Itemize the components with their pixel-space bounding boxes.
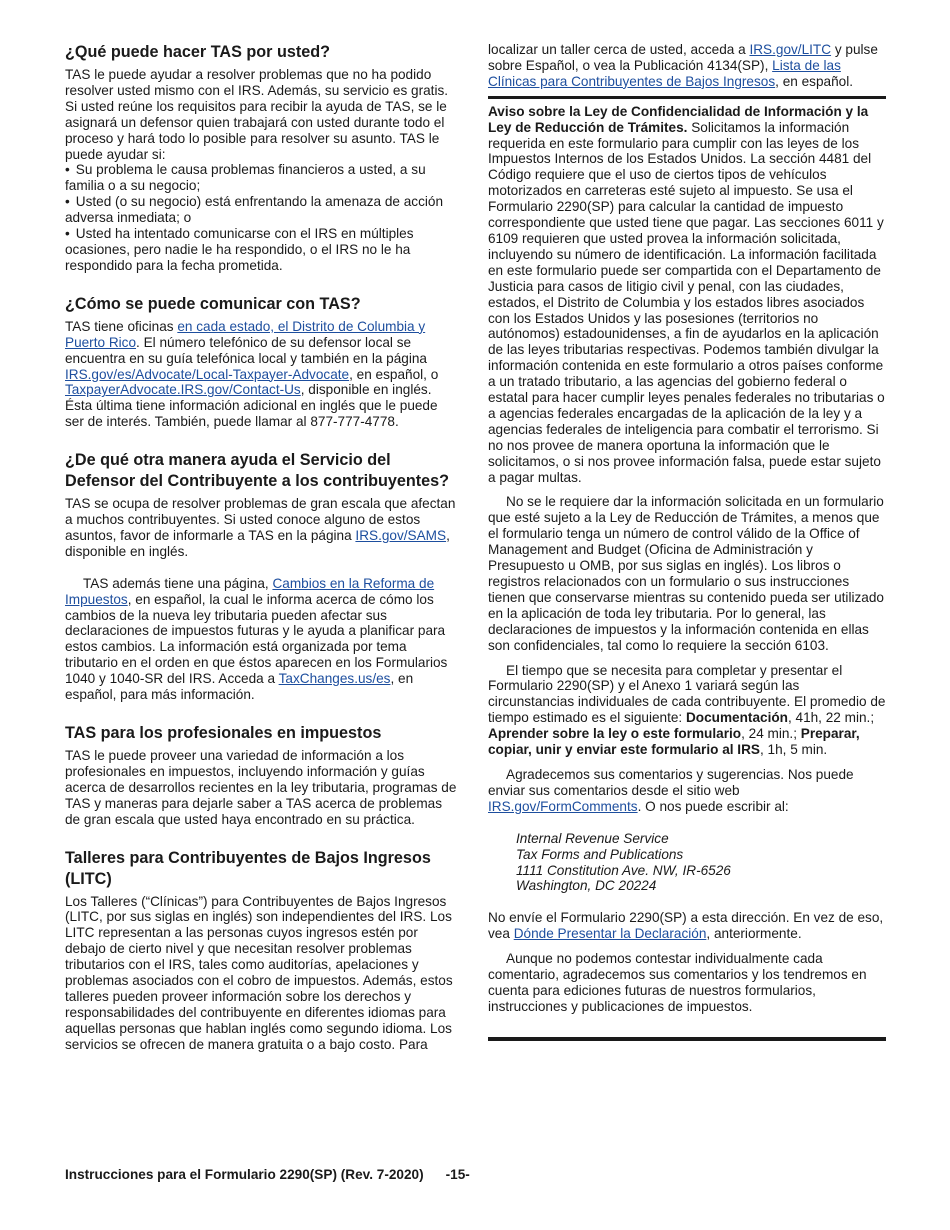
footer-title: Instrucciones para el Formulario 2290(SP) (Rev. 7-2020) — [65, 1167, 424, 1182]
heading-litc: Talleres para Contribuyentes de Bajos Ingresos (LITC) — [65, 848, 431, 888]
link-local-offices[interactable]: en cada estado, el Distrito de Columbia y Puerto Rico — [65, 318, 426, 350]
bullet-list — [65, 162, 457, 273]
paragraph-privacy-notice: Aviso sobre la Ley de Confidencialidad de Información y la Ley de Reducción de Trámites. Solicitamos la información requerida en este formulario para cumplir con las leyes de los Impuestos Internos de los Estados Unidos. La sección 4481 del Código requiere que el uso de ciertos tipos de vehículos motorizados en carreteras esté sujeto al impuesto. Se usa el Formulario 2290(SP) para calcular la cantidad de impuesto correspondiente que usted tiene que pagar. Las secciones 6011 y 6109 requieren que usted provea la información solicitada, incluyendo su número de identificación. La información facilitada en este formulario puede ser compartida con el Departamento de Justicia para casos de litigio civil y penal, con las ciudades, estados, el Distrito de Columbia y los estados libres asociados con los Estados Unidos y las posesiones (territorios no autónomos) estadounidenses, a fin de ayudarlos en la aplicación de las leyes tributarias respectivas. Podemos también divulgar la información contenida en este formulario a otros países conforme a un tratado tributario, a las agencias del gobierno federal o estatal para hacer cumplir leyes penales federales no tributarias o a agencias federales encargadas de la aplicación de la ley y a agencias federales de inteligencia para combatir el terrorismo. Si no nos provee de manera oportuna la información que le solicitamos, o si nos provee información falsa, puede estar sujeto a pagar multas. — [488, 103, 885, 485]
link-contact-us[interactable]: TaxpayerAdvocate.IRS.gov/Contact-Us — [65, 382, 301, 398]
paragraph-contact-tas: TAS tiene oficinas en cada estado, el Distrito de Columbia y Puerto Rico. El número telefónico de su defensor local se encuentra en su guía telefónica local y también en la página IRS.gov/es/Advocate/Local-Taxpayer-Advocate, en español, o TaxpayerAdvocate.IRS.gov/Contact-Us, disponible en inglés. Ésta última tiene información adicional en inglés que le puede ser de interés. También, puede llamar al 877-777-4778. — [65, 318, 439, 430]
paragraph-tax-professionals: TAS le puede proveer una variedad de información a los profesionales en impuestos, incluyendo información y guías acerca de desarrollos recientes en la ley tributaria, programas de TAS y maneras para dejarle saber a TAS acerca de problemas de gran escala que usted haya encontrado en su práctica. — [65, 748, 457, 827]
heading-otra-manera-ayuda: ¿De qué otra manera ayuda el Servicio del Defensor del Contribuyente a los contribuyentes? — [65, 451, 450, 491]
paragraph-comments: Agradecemos sus comentarios y sugerencias. Nos puede enviar sus comentarios desde el sitio web IRS.gov/FormComments. O nos puede escribir al: — [488, 766, 854, 814]
address-line-4: Washington, DC 20224 — [516, 878, 657, 894]
left-column — [65, 42, 457, 1053]
section-divider — [488, 96, 886, 99]
bullet-no-response: • Usted ha intentado comunicarse con el IRS en múltiples ocasiones, pero nadie le ha respondido, o el IRS no le ha respondido para la fecha prometida. — [65, 226, 457, 274]
paragraph-do-not-send: No envíe el Formulario 2290(SP) a esta dirección. En vez de eso, vea Dónde Presentar la Declaración, anteriormente. — [488, 910, 884, 942]
address-line-1: Internal Revenue Service — [516, 830, 669, 846]
paragraph-time-estimate: El tiempo que se necesita para completar y presentar el Formulario 2290(SP) y el Anexo 1 variará según las circunstancias individuales de cada contribuyente. El promedio de tiempo estimado es el siguiente: Documentación, 41h, 22 min.; Aprender sobre la ley o este formulario, 24 min.; Preparar, copiar, unir y enviar este formulario al IRS, 1h, 5 min. — [488, 662, 886, 758]
link-local-taxpayer-advocate[interactable]: IRS.gov/es/Advocate/Local-Taxpayer-Advocate — [65, 366, 350, 382]
notice-title: Aviso sobre la Ley de Confidencialidad de Información y la Ley de Reducción de Trámites. — [488, 103, 869, 135]
paragraph-tas-help: TAS le puede ayudar a resolver problemas que no ha podido resolver usted mismo con el IRS. Además, su servicio es gratis. Si usted reúne los requisitos para recibir la ayuda de TAS, se le asignará un defensor quien trabajará con usted durante todo el proceso y hará todo lo posible para resolver su asunto. TAS le puede ayudar si: — [65, 67, 449, 162]
link-publication-4134sp[interactable]: Lista de las Clínicas para Contribuyentes de Bajos Ingresos — [488, 57, 841, 89]
paragraph-tax-reform: TAS además tiene una página, Cambios en la Reforma de Impuestos, en español, la cual le informa acerca de cómo los cambios de la nueva ley tributaria pueden afectar sus declaraciones de impuestos futuras y le ayuda a planificar para estos cambios. La información está organizada por tema tributario en el orden en que éstos aparecen en los Formularios 1040 y 1040-SR del IRS. Acceda a TaxChanges.us/es, en español, para más información. — [65, 575, 448, 703]
bullet-financial: • Su problema le causa problemas financieros a usted, a su familia o a su negocio; — [65, 162, 457, 194]
paragraph-closing: Aunque no podemos contestar individualmente cada comentario, agradecemos sus comentarios y los tendremos en cuenta para ediciones futuras de nuestros formularios, instrucciones y publicaciones de impuestos. — [488, 951, 867, 1014]
mailing-address — [516, 831, 886, 895]
link-donde-presentar[interactable]: Dónde Presentar la Declaración — [513, 926, 707, 942]
link-sams[interactable]: IRS.gov/SAMS — [355, 527, 447, 543]
page-footer — [65, 1167, 470, 1182]
paragraph-litc: Los Talleres (“Clínicas”) para Contribuyentes de Bajos Ingresos (LITC, por sus siglas en inglés) son independientes del IRS. Los LITC representan a las personas cuyos ingresos estén por debajo de cierto nivel y que necesitan resolver problemas tributarios con el IRS, tales como auditorías, apelaciones y problemas asociados con el cobro de impuestos. Además, estos talleres pueden proveer información sobre los derechos y responsabilidades del contribuyente en diferentes idiomas para aquellas personas que hablan inglés como segundo idioma. Los servicios se ofrecen de manera gratuita o a bajo costo. Para — [65, 893, 453, 1052]
page-number: -15- — [445, 1167, 470, 1182]
heading-como-comunicar-tas: ¿Cómo se puede comunicar con TAS? — [65, 294, 361, 313]
link-form-comments[interactable]: IRS.gov/FormComments — [488, 798, 638, 814]
paragraph-litc-continued: localizar un taller cerca de usted, acceda a IRS.gov/LITC y pulse sobre Español, o vea la Publicación 4134(SP), Lista de las Clínicas para Contribuyentes de Bajos Ingresos, en español. — [488, 42, 878, 89]
link-taxchanges[interactable]: TaxChanges.us/es — [278, 671, 391, 687]
address-line-2: Tax Forms and Publications — [516, 846, 684, 862]
right-column — [488, 42, 886, 1041]
heading-tas-profesionales: TAS para los profesionales en impuestos — [65, 724, 382, 742]
link-irs-litc[interactable]: IRS.gov/LITC — [749, 42, 832, 57]
heading-que-puede-hacer-tas: ¿Qué puede hacer TAS por usted? — [65, 43, 331, 61]
address-line-3: 1111 Constitution Ave. NW, IR-6526 — [516, 862, 731, 878]
paragraph-systemic-issues: TAS se ocupa de resolver problemas de gran escala que afectan a muchos contribuyentes. Si usted conoce alguno de estos asuntos, favor de informarle a TAS en la página IRS.gov/SAMS, disponible en inglés. — [65, 496, 456, 559]
link-tax-reform[interactable]: Cambios en la Reforma de Impuestos — [65, 575, 435, 607]
bullet-adverse-action: • Usted (o su negocio) está enfrentando la amenaza de acción adversa inmediata; o — [65, 194, 457, 226]
paragraph-paperwork-reduction: No se le requiere dar la información solicitada en un formulario que esté sujeto a la Ley de Reducción de Trámites, a menos que el formulario tenga un número de control válido de la Office of Management and Budget (Oficina de Administración y Presupuesto u OMB, por sus siglas en inglés). Los libros o registros relacionados con un formulario o sus instrucciones tienen que conservarse mientras su contenido pueda ser utilizado en la aplicación de toda ley tributaria. Por lo general, las declaraciones de impuestos y la información contenida en ellas son confidenciales, tal como lo requiere la sección 6103. — [488, 494, 884, 653]
end-rule — [488, 1037, 886, 1041]
